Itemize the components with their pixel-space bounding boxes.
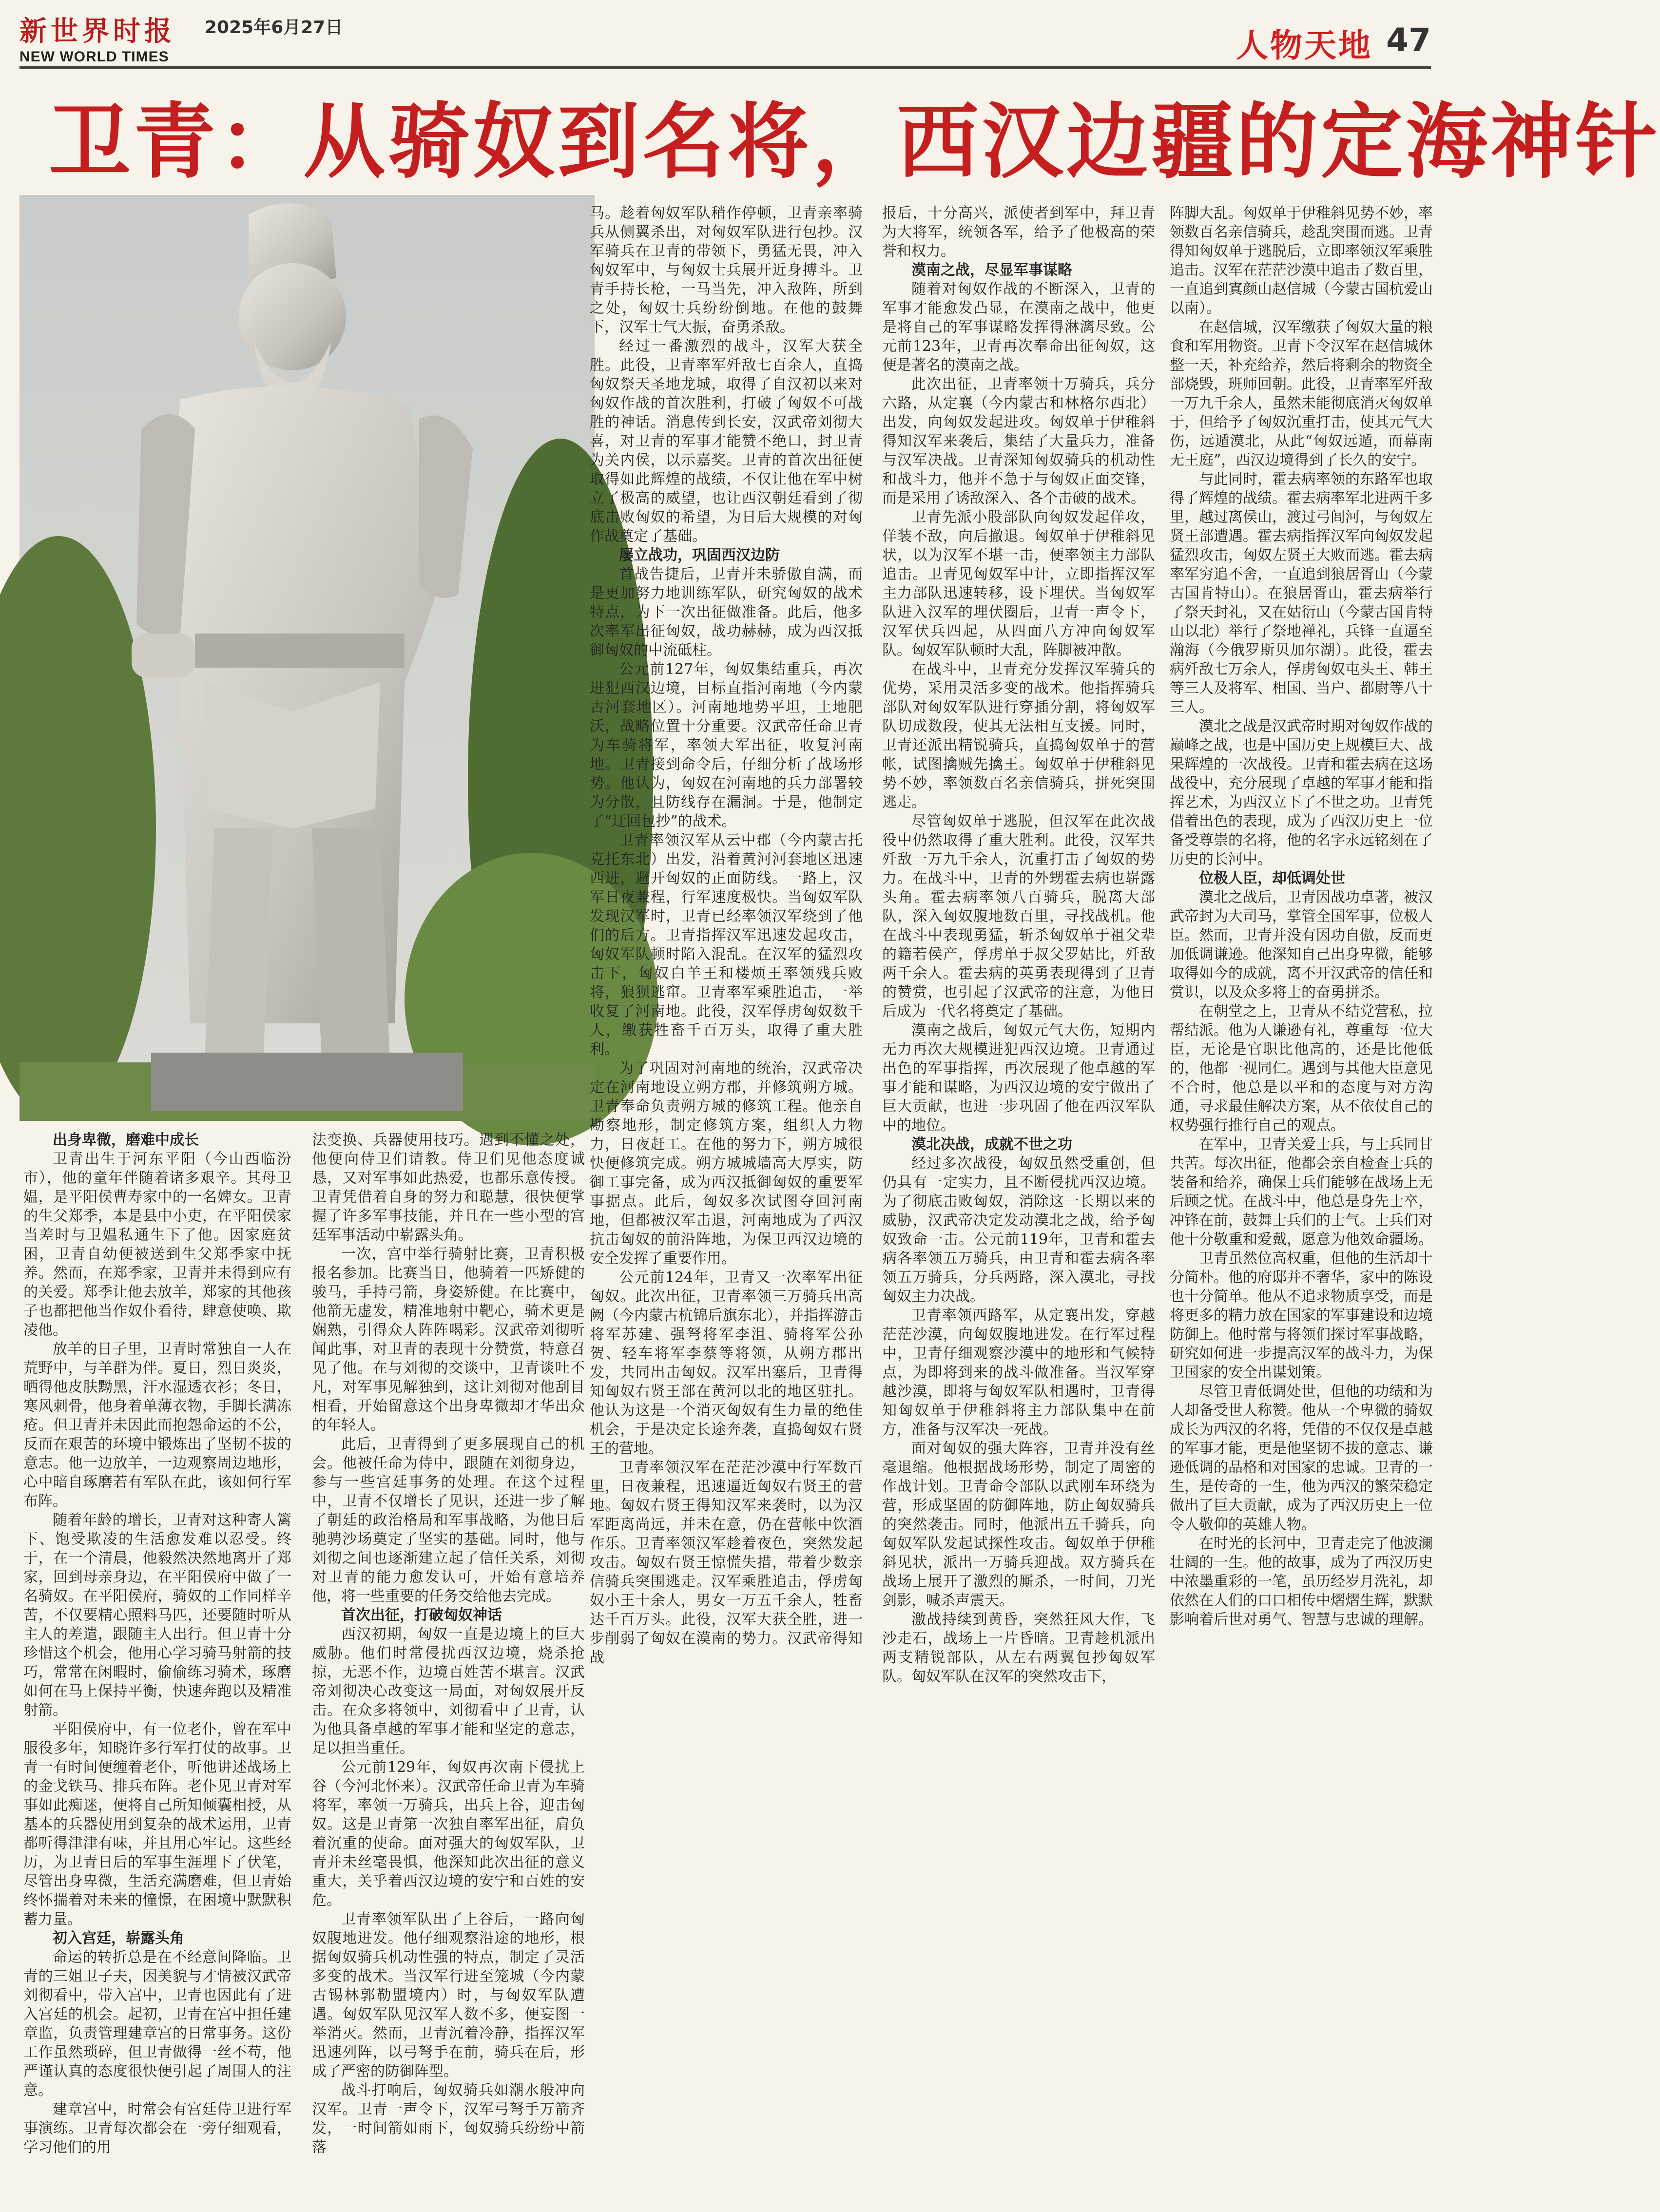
article-paragraph: 卫青率领汉军从云中郡（今内蒙古托克托东北）出发，沿着黄河河套地区迅速西进，避开匈奴的正面防线。一路上，汉军日夜兼程，行军速度极快。当匈奴军队发现汉军时，卫青已经率领汉军绕到了他们的后方。卫青指挥汉军迅速发起攻击，匈奴军队顿时陷入混乱。在汉军的猛烈攻击下，匈奴白羊王和楼烦王率领残兵败将，狼狈逃窜。卫青率军乘胜追击，一举收复了河南地。此役，汉军俘虏匈奴数千人，缴获牲畜千百万头，取得了重大胜利。 (590, 832, 863, 1058)
article-paragraph: 公元前124年，卫青又一次率军出征匈奴。此次出征，卫青率领三万骑兵出高阙（今内蒙古杭锦后旗东北），并指挥游击将军苏建、强弩将军李沮、骑将军公孙贺、轻车将军李蔡等将领，从朔方郡出发，共同出击匈奴。汉军出塞后，卫青得知匈奴右贤王部在黄河以北的地区驻扎。他认为这是一个消灭匈奴有生力量的绝佳机会，于是决定长途奔袭，直捣匈奴右贤王的营地。 (590, 1269, 863, 1457)
article-paragraph: 法变换、兵器使用技巧。遇到不懂之处，他便向侍卫们请教。侍卫们见他态度诚恳，又对军事如此热爱，也都乐意传授。卫青凭借着自身的努力和聪慧，很快便掌握了许多军事技能，并且在一些小型的宫廷军事活动中崭露头角。 (312, 1132, 585, 1244)
subheading: 首次出征，打破匈奴神话 (341, 1607, 502, 1624)
article-column-2 (312, 1131, 585, 2193)
masthead (0, 0, 1450, 73)
subheading: 初入宫廷，崭露头角 (53, 1930, 184, 1947)
statue-photo (19, 195, 595, 1121)
article-paragraph: 平阳侯府中，有一位老仆，曾在军中服役多年，知晓许多行军打仗的故事。卫青一有时间便缠着老仆，听他讲述战场上的金戈铁马、排兵布阵。老仆见卫青对军事如此痴迷，便将自己所知倾囊相授，从基本的兵器使用到复杂的战术运用，卫青都听得津津有味，并且用心牢记。这些经历，为卫青日后的军事生涯埋下了伏笔，尽管出身卑微，生活充满磨难，但卫青始终怀揣着对未来的憧憬，在困境中默默积蓄力量。 (23, 1721, 291, 1928)
article-paragraph: 公元前129年，匈奴再次南下侵扰上谷（今河北怀来）。汉武帝任命卫青为车骑将军，率领一万骑兵，出兵上谷，迎击匈奴。这是卫青第一次独自率军出征，肩负着沉重的使命。面对强大的匈奴军队，卫青并未丝毫畏惧，他深知此次出征的意义重大，关乎着西汉边境的安宁和百姓的安危。 (312, 1759, 585, 1909)
article-paragraph: 首战告捷后，卫青并未骄傲自满，而是更加努力地训练军队，研究匈奴的战术特点，为下一次出征做准备。此后，他多次率军出征匈奴，战功赫赫，成为西汉抵御匈奴的中流砥柱。 (590, 566, 863, 659)
article-paragraph: 阵脚大乱。匈奴单于伊稚斜见势不妙，率领数百名亲信骑兵，趁乱突围而逃。卫青得知匈奴单于逃脱后，立即率领汉军乘胜追击。汉军在茫茫沙漠中追击了数百里，一直追到寘颜山赵信城（今蒙古国杭爱山以南）。 (1170, 205, 1433, 317)
article-paragraph: 激战持续到黄昏，突然狂风大作，飞沙走石，战场上一片昏暗。卫青趁机派出两支精锐部队，从左右两翼包抄匈奴军队。匈奴军队在汉军的突然攻击下， (882, 1611, 1155, 1685)
newspaper-brand: 新世界时报 (19, 15, 175, 47)
masthead-rule (19, 66, 1431, 69)
article-paragraph: 漠北之战是汉武帝时期对匈奴作战的巅峰之战，也是中国历史上规模巨大、战果辉煌的一次战役。卫青和霍去病在这场战役中，充分展现了卓越的军事才能和指挥艺术，为西汉立下了不世之功。卫青凭借着出色的表现，成为了西汉历史上一位备受尊崇的名将，他的名字永远铭刻在了历史的长河中。 (1170, 718, 1433, 868)
article-paragraph: 卫青率领军队出了上谷后，一路向匈奴腹地进发。他仔细观察沿途的地形，根据匈奴骑兵机动性强的特点，制定了灵活多变的战术。当汉军行进至笼城（今内蒙古锡林郭勒盟境内）时，与匈奴军队遭遇。匈奴军队见汉军人数不多，便妄图一举消灭。然而，卫青沉着冷静，指挥汉军迅速列阵，以弓弩手在前，骑兵在后，形成了严密的防御阵型。 (312, 1911, 585, 2080)
article-paragraph: 此次出征，卫青率领十万骑兵，兵分六路，从定襄（今内蒙古和林格尔西北）出发，向匈奴发起进攻。匈奴单于伊稚斜得知汉军来袭后，集结了大量兵力，准备与汉军决战。卫青深知匈奴骑兵的机动性和战斗力，他并不急于与匈奴正面交锋，而是采用了诱敌深入、各个击破的战术。 (882, 376, 1155, 507)
subheading: 屡立战功，巩固西汉边防 (619, 547, 780, 564)
article-paragraph: 经过多次战役，匈奴虽然受重创，但仍具有一定实力，且不断侵扰西汉边境。为了彻底击败匈奴，消除这一长期以来的威胁，汉武帝决定发动漠北之战，给予匈奴致命一击。公元前119年，卫青和霍去病各率领五万骑兵，由卫青和霍去病各率领五万骑兵，分兵两路，深入漠北，寻找匈奴主力决战。 (882, 1155, 1155, 1305)
article-paragraph: 在军中，卫青关爱士兵，与士兵同甘共苦。每次出征，他都会亲自检查士兵的装备和给养，确保士兵们能够在战场上无后顾之忧。在战斗中，他总是身先士卒，冲锋在前，鼓舞士兵们的士气。士兵们对他十分敬重和爱戴，愿意为他效命疆场。 (1170, 1136, 1433, 1248)
article-paragraph: 放羊的日子里，卫青时常独自一人在荒野中，与羊群为伴。夏日，烈日炎炎，晒得他皮肤黝黑，汗水湿透衣衫；冬日，寒风刺骨，他身着单薄衣物，手脚长满冻疮。但卫青并未因此而抱怨命运的不公，反而在艰苦的环境中锻炼出了坚韧不拔的意志。他一边放羊，一边观察周边地形，心中暗自琢磨若有军队在此，该如何行军布阵。 (23, 1341, 291, 1510)
article-paragraph: 建章宫中，时常会有宫廷侍卫进行军事演练。卫青每次都会在一旁仔细观看，学习他们的用 (23, 2101, 291, 2156)
article-paragraph: 在赵信城，汉军缴获了匈奴大量的粮食和军用物资。卫青下令汉军在赵信城休整一天，补充给养，然后将剩余的物资全部烧毁，班师回朝。此役，卫青率军歼敌一万九千余人，虽然未能彻底消灭匈奴单于，但给予了匈奴沉重打击，使其元气大伤，远遁漠北，从此“匈奴远遁，而幕南无王庭”，西汉边境得到了长久的安宁。 (1170, 319, 1433, 469)
article-column-3 (590, 204, 863, 2192)
article-column-5 (1170, 204, 1433, 2192)
article-paragraph: 此后，卫青得到了更多展现自己的机会。他被任命为侍中，跟随在刘彻身边，参与一些宫廷事务的处理。在这个过程中，卫青不仅增长了见识，还进一步了解了朝廷的政治格局和军事战略，为他日后驰骋沙场奠定了坚实的基础。同时，他与刘彻之间也逐渐建立起了信任关系，刘彻对卫青的能力愈发认可，开始有意培养他，将一些重要的任务交给他去完成。 (312, 1436, 585, 1605)
subheading: 漠南之战，尽显军事谋略 (911, 262, 1072, 279)
article-paragraph: 报后，十分高兴，派使者到军中，拜卫青为大将军，统领各军，给予了他极高的荣誉和权力。 (882, 205, 1155, 260)
english-title: NEW WORLD TIMES (19, 49, 169, 65)
subheading: 漠北决战，成就不世之功 (911, 1136, 1072, 1153)
section-title: 人物天地 (1236, 27, 1372, 64)
article-paragraph: 随着对匈奴作战的不断深入，卫青的军事才能愈发凸显，在漠南之战中，他更是将自己的军事谋略发挥得淋漓尽致。公元前123年，卫青再次奉命出征匈奴，这便是著名的漠南之战。 (882, 281, 1155, 374)
article-paragraph: 面对匈奴的强大阵容，卫青并没有丝毫退缩。他根据战场形势，制定了周密的作战计划。卫青命令部队以武刚车环绕为营，形成坚固的防御阵地，防止匈奴骑兵的突然袭击。同时，他派出五千骑兵，向匈奴军队发起试探性攻击。匈奴单于伊稚斜见状，派出一万骑兵迎战。双方骑兵在战场上展开了激烈的厮杀，一时间，刀光剑影，喊杀声震天。 (882, 1440, 1155, 1609)
article-paragraph: 命运的转折总是在不经意间降临。卫青的三姐卫子夫，因美貌与才情被汉武帝刘彻看中，带入宫中，卫青也因此有了进入宫廷的机会。起初，卫青在宫中担任建章监，负责管理建章宫的日常事务。这份工作虽然琐碎，但卫青做得一丝不苟，他严谨认真的态度很快便引起了周围人的注意。 (23, 1949, 291, 2099)
issue-date: 2025年6月27日 (205, 18, 343, 38)
article-paragraph: 卫青虽然位高权重，但他的生活却十分简朴。他的府邸并不奢华，家中的陈设也十分简单。他从不追求物质享受，而是将更多的精力放在国家的军事建设和边境防御上。他时常与将领们探讨军事战略，研究如何进一步提高汉军的战斗力，为保卫国家的安全出谋划策。 (1170, 1250, 1433, 1381)
article-paragraph: 在时光的长河中，卫青走完了他波澜壮阔的一生。他的故事，成为了西汉历史中浓墨重彩的一笔，虽历经岁月洗礼，却依然在人们的口口相传中熠熠生辉，默默影响着后世对勇气、智慧与忠诚的理解。 (1170, 1535, 1433, 1628)
page-number: 47 (1386, 21, 1431, 59)
article-paragraph: 在战斗中，卫青充分发挥汉军骑兵的优势，采用灵活多变的战术。他指挥骑兵部队对匈奴军队进行穿插分割，将匈奴军队切成数段，使其无法相互支援。同时，卫青还派出精锐骑兵，直捣匈奴单于的营帐，试图擒贼先擒王。匈奴单于伊稚斜见势不妙，率领数百名亲信骑兵，拼死突围逃走。 (882, 661, 1155, 811)
article-column-4 (882, 204, 1155, 2192)
article-paragraph: 卫青率领汉军在茫茫沙漠中行军数百里，日夜兼程，迅速逼近匈奴右贤王的营地。匈奴右贤王得知汉军来袭时，以为汉军距离尚远，并未在意，仍在营帐中饮酒作乐。卫青率领汉军趁着夜色，突然发起攻击。匈奴右贤王惊慌失措，带着少数亲信骑兵突围逃走。汉军乘胜追击，俘虏匈奴小王十余人，男女一万五千余人，牲畜达千百万头。此役，汉军大获全胜，进一步削弱了匈奴在漠南的势力。汉武帝得知战 (590, 1459, 863, 1666)
article-paragraph: 为了巩固对河南地的统治，汉武帝决定在河南地设立朔方郡，并修筑朔方城。卫青奉命负责朔方城的修筑工程。他亲自勘察地形，制定修筑方案，组织人力物力，日夜赶工。在他的努力下，朔方城很快便修筑完成。朔方城城墙高大厚实，防御工事完备，成为西汉抵御匈奴的重要军事据点。此后，匈奴多次试图夺回河南地，但都被汉军击退，河南地成为了西汉抗击匈奴的前沿阵地，为保卫西汉边境的安全发挥了重要作用。 (590, 1060, 863, 1267)
article-paragraph: 一次，宫中举行骑射比赛，卫青积极报名参加。比赛当日，他骑着一匹矫健的骏马，手持弓箭，身姿矫健。在比赛中，他箭无虚发，精准地射中靶心，骑术更是娴熟，引得众人阵阵喝彩。汉武帝刘彻听闻此事，对卫青的表现十分赞赏，特意召见了他。在与刘彻的交谈中，卫青谈吐不凡，对军事见解独到，这让刘彻对他刮目相看，开始留意这个出身卑微却才华出众的年轻人。 (312, 1246, 585, 1434)
article-paragraph: 经过一番激烈的战斗，汉军大获全胜。此役，卫青率军歼敌七百余人，直捣匈奴祭天圣地龙城，取得了自汉初以来对匈奴作战的首次胜利，打破了匈奴不可战胜的神话。消息传到长安，汉武帝刘彻大喜，对卫青的军事才能赞不绝口，封卫青为关内侯，以示嘉奖。卫青的首次出征便取得如此辉煌的战绩，不仅让他在军中树立了极高的威望，也让西汉朝廷看到了彻底击败匈奴的希望，为日后大规模的对匈作战奠定了基础。 (590, 338, 863, 545)
article-paragraph: 漠北之战后，卫青因战功卓著，被汉武帝封为大司马，掌管全国军事，位极人臣。然而，卫青并没有因功自傲，反而更加低调谦逊。他深知自己出身卑微，能够取得如今的成就，离不开汉武帝的信任和赏识，以及众多将士的奋勇拼杀。 (1170, 889, 1433, 1001)
article-paragraph: 马。趁着匈奴军队稍作停顿，卫青亲率骑兵从侧翼杀出，对匈奴军队进行包抄。汉军骑兵在卫青的带领下，勇猛无畏，冲入匈奴军中，与匈奴士兵展开近身搏斗。卫青手持长枪，一马当先，冲入敌阵，所到之处，匈奴士兵纷纷倒地。在他的鼓舞下，汉军士气大振，奋勇杀敌。 (590, 205, 863, 336)
article-paragraph: 卫青出生于河东平阳（今山西临汾市），他的童年伴随着诸多艰辛。其母卫媪，是平阳侯曹寿家中的一名婢女。卫青的生父郑季，本是县中小吏，在平阳侯家当差时与卫媪私通生下了他。因家庭贫困，卫青自幼便被送到生父郑季家中抚养。然而，在郑季家，卫青并未得到应有的关爱。郑季让他去放羊，郑家的其他孩子也都把他当作奴仆看待，肆意使唤、欺凌他。 (23, 1151, 291, 1339)
article-paragraph: 尽管卫青低调处世，但他的功绩和为人却备受世人称赞。他从一个卑微的骑奴成长为西汉的名将，凭借的不仅仅是卓越的军事才能，更是他坚韧不拔的意志、谦逊低调的品格和对国家的忠诚。卫青的一生，是传奇的一生，他为西汉的繁荣稳定做出了巨大贡献，成为了西汉历史上一位令人敬仰的英雄人物。 (1170, 1383, 1433, 1533)
article-paragraph: 公元前127年，匈奴集结重兵，再次进犯西汉边境，目标直指河南地（今内蒙古河套地区）。河南地地势平坦，土地肥沃，战略位置十分重要。汉武帝任命卫青为车骑将军，率领大军出征，收复河南地。卫青接到命令后，仔细分析了战场形势。他认为，匈奴在河南地的兵力部署较为分散，且防线存在漏洞。于是，他制定了“迂回包抄”的战术。 (590, 661, 863, 830)
article-column-1 (23, 1131, 291, 2193)
article-paragraph: 漠南之战后，匈奴元气大伤，短期内无力再次大规模进犯西汉边境。卫青通过出色的军事指挥，再次展现了他卓越的军事才能和谋略，为西汉边境的安宁做出了巨大贡献，也进一步巩固了他在西汉军队中的地位。 (882, 1022, 1155, 1134)
subheading: 出身卑微，磨难中成长 (53, 1132, 199, 1149)
article-paragraph: 随着年龄的增长，卫青对这种寄人篱下、饱受欺凌的生活愈发难以忍受。终于，在一个清晨，他毅然决然地离开了郑家，回到母亲身边，在平阳侯府中做了一名骑奴。在平阳侯府，骑奴的工作同样辛苦，不仅要精心照料马匹，还要随时听从主人的差遣，跟随主人出行。但卫青十分珍惜这个机会，他用心学习骑马射箭的技巧，常常在闲暇时，偷偷练习骑术，琢磨如何在马上保持平衡，快速奔跑以及精准射箭。 (23, 1512, 291, 1719)
article-paragraph: 在朝堂之上，卫青从不结党营私，拉帮结派。他为人谦逊有礼，尊重每一位大臣，无论是官职比他高的，还是比他低的，他都一视同仁。遇到与其他大臣意见不合时，他总是以平和的态度与对方沟通，寻求最佳解决方案，从不依仗自己的权势强行推行自己的观点。 (1170, 1003, 1433, 1134)
subheading: 位极人臣，却低调处世 (1199, 870, 1345, 887)
article-paragraph: 卫青先派小股部队向匈奴发起佯攻，佯装不敌，向后撤退。匈奴单于伊稚斜见状，以为汉军不堪一击，便率领主力部队追击。卫青见匈奴军中计，立即指挥汉军主力部队迅速转移，设下埋伏。当匈奴军队进入汉军的埋伏圈后，卫青一声令下，汉军伏兵四起，从四面八方冲向匈奴军队。匈奴军队顿时大乱，阵脚被冲散。 (882, 509, 1155, 659)
headline: 卫青：从骑奴到名将，西汉边疆的定海神针 (49, 93, 1660, 190)
article-paragraph: 卫青率领西路军，从定襄出发，穿越茫茫沙漠，向匈奴腹地进发。在行军过程中，卫青仔细观察沙漠中的地形和气候特点，为即将到来的战斗做准备。当汉军穿越沙漠，即将与匈奴军队相遇时，卫青得知匈奴单于伊稚斜将主力部队集中在前方，准备与汉军决一死战。 (882, 1307, 1155, 1438)
article-paragraph: 与此同时，霍去病率领的东路军也取得了辉煌的战绩。霍去病率军北进两千多里，越过离侯山，渡过弓闾河，与匈奴左贤王部遭遇。霍去病指挥汉军向匈奴发起猛烈攻击，匈奴左贤王大败而逃。霍去病率军穷追不舍，一直追到狼居胥山（今蒙古国肯特山）。在狼居胥山，霍去病举行了祭天封礼，又在姑衍山（今蒙古国肯特山以北）举行了祭地禅礼，兵锋一直逼至瀚海（今俄罗斯贝加尔湖）。此役，霍去病歼敌七万余人，俘虏匈奴屯头王、韩王等三人及将军、相国、当户、都尉等八十三人。 (1170, 471, 1433, 716)
article-paragraph: 西汉初期，匈奴一直是边境上的巨大威胁。他们时常侵扰西汉边境，烧杀抢掠，无恶不作，边境百姓苦不堪言。汉武帝刘彻决心改变这一局面，对匈奴展开反击。在众多将领中，刘彻看中了卫青，认为他具备卓越的军事才能和坚定的意志，足以担当重任。 (312, 1626, 585, 1757)
article-paragraph: 战斗打响后，匈奴骑兵如潮水般冲向汉军。卫青一声令下，汉军弓弩手万箭齐发，一时间箭如雨下，匈奴骑兵纷纷中箭落 (312, 2082, 585, 2156)
article-paragraph: 尽管匈奴单于逃脱，但汉军在此次战役中仍然取得了重大胜利。此役，汉军共歼敌一万九千余人，沉重打击了匈奴的势力。在战斗中，卫青的外甥霍去病也崭露头角。霍去病率领八百骑兵，脱离大部队，深入匈奴腹地数百里，寻找战机。他在战斗中表现勇猛，斩杀匈奴单于祖父辈的籍若侯产，俘虏单于叔父罗姑比，歼敌两千余人。霍去病的英勇表现得到了卫青的赞赏，也引起了汉武帝的注意，为他日后成为一代名将奠定了基础。 (882, 813, 1155, 1020)
